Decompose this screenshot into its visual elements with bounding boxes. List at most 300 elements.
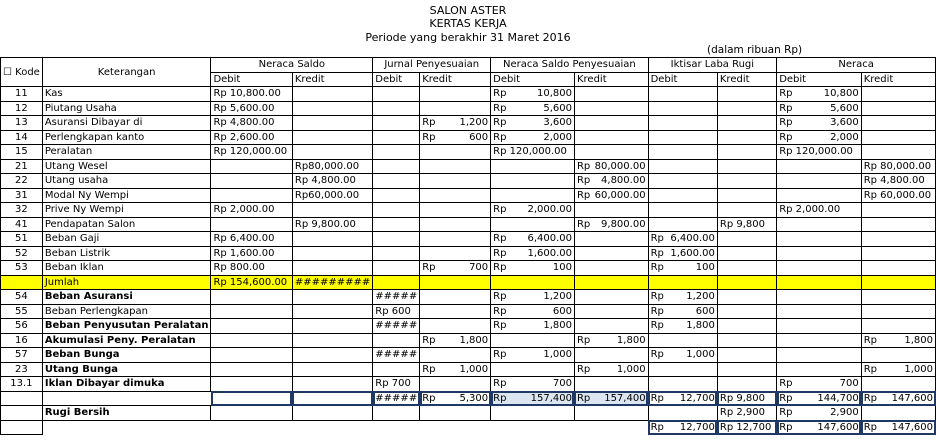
cell-keterangan[interactable]: Beban Asuransi (42, 290, 211, 305)
cell-kode[interactable]: 41 (1, 217, 43, 232)
cell-value[interactable] (292, 420, 372, 435)
cell-value[interactable] (574, 304, 648, 319)
cell-kode[interactable]: 13.1 (1, 377, 43, 392)
cell-value[interactable]: Rp 2,900 (777, 406, 862, 421)
cell-value[interactable] (292, 377, 372, 392)
cell-value[interactable] (777, 348, 862, 363)
cell-keterangan[interactable]: Perlengkapan kanto (42, 130, 211, 145)
cell-value[interactable]: Rp 6,400.00 (211, 232, 292, 247)
cell-value[interactable] (574, 246, 648, 261)
cell-value[interactable] (717, 87, 776, 102)
cell-value[interactable] (717, 377, 776, 392)
cell-value[interactable]: Rp 157,400 (491, 391, 575, 406)
cell-keterangan[interactable]: Utang Wesel (42, 159, 211, 174)
group-header[interactable]: Iktisar Laba Rugi (648, 58, 777, 73)
cell-value[interactable]: Rp 600 (491, 304, 575, 319)
cell-value[interactable] (292, 290, 372, 305)
cell-value[interactable] (777, 304, 862, 319)
cell-value[interactable]: Rp 1,800 (491, 319, 575, 334)
cell-value[interactable] (211, 188, 292, 203)
cell-value[interactable]: Rp 600 (373, 304, 420, 319)
cell-value[interactable] (420, 87, 491, 102)
cell-value[interactable] (648, 217, 717, 232)
cell-keterangan[interactable]: Utang Bunga (42, 362, 211, 377)
cell-value[interactable] (777, 188, 862, 203)
cell-keterangan[interactable]: Modal Ny Wempi (42, 188, 211, 203)
cell-value[interactable] (373, 261, 420, 276)
cell-kode[interactable]: 12 (1, 101, 43, 116)
cell-value[interactable] (491, 333, 575, 348)
cell-keterangan[interactable]: Prive Ny Wempi (42, 203, 211, 218)
cell-kode[interactable] (1, 420, 43, 435)
cell-value[interactable]: Rp 4,800.00 (292, 174, 372, 189)
group-header[interactable]: Jurnal Penyesuaian (373, 58, 491, 73)
col-header-kredit[interactable]: Kredit (717, 72, 776, 87)
col-header-debit[interactable]: Debit (491, 72, 575, 87)
cell-value[interactable] (717, 174, 776, 189)
cell-value[interactable] (211, 319, 292, 334)
cell-value[interactable] (574, 203, 648, 218)
cell-value[interactable] (420, 174, 491, 189)
cell-value[interactable] (211, 290, 292, 305)
col-header-debit[interactable]: Debit (777, 72, 862, 87)
cell-value[interactable] (648, 406, 717, 421)
cell-value[interactable]: Rp60,000.00 (292, 188, 372, 203)
cell-value[interactable] (292, 145, 372, 160)
cell-value[interactable] (648, 130, 717, 145)
cell-value[interactable] (648, 101, 717, 116)
cell-value[interactable]: Rp 2,000 (491, 130, 575, 145)
cell-value[interactable] (420, 217, 491, 232)
cell-value[interactable] (211, 348, 292, 363)
cell-value[interactable] (373, 159, 420, 174)
cell-value[interactable] (373, 188, 420, 203)
cell-value[interactable] (574, 275, 648, 290)
cell-value[interactable] (574, 87, 648, 102)
cell-value[interactable] (292, 232, 372, 247)
cell-value[interactable] (420, 406, 491, 421)
cell-value[interactable] (420, 275, 491, 290)
cell-value[interactable] (717, 304, 776, 319)
cell-value[interactable]: Rp 157,400 (574, 391, 648, 406)
cell-value[interactable]: Rp 1,800 (574, 333, 648, 348)
cell-value[interactable] (861, 275, 935, 290)
cell-value[interactable] (292, 87, 372, 102)
cell-value[interactable] (420, 377, 491, 392)
cell-value[interactable] (292, 348, 372, 363)
cell-value[interactable] (420, 188, 491, 203)
cell-kode[interactable]: 53 (1, 261, 43, 276)
cell-value[interactable]: Rp 1,200 (648, 290, 717, 305)
cell-keterangan[interactable]: Kas (42, 87, 211, 102)
cell-value[interactable] (373, 333, 420, 348)
cell-value[interactable]: Rp 3,600 (777, 116, 862, 131)
cell-value[interactable] (777, 217, 862, 232)
cell-value[interactable] (574, 420, 648, 435)
cell-value[interactable] (292, 261, 372, 276)
cell-value[interactable]: Rp 5,600 (777, 101, 862, 116)
cell-value[interactable] (717, 145, 776, 160)
cell-value[interactable] (861, 130, 935, 145)
cell-value[interactable] (373, 420, 420, 435)
cell-value[interactable]: Rp80,000.00 (292, 159, 372, 174)
cell-value[interactable] (861, 145, 935, 160)
cell-kode[interactable]: 56 (1, 319, 43, 334)
cell-keterangan[interactable]: Beban Listrik (42, 246, 211, 261)
cell-kode[interactable]: 16 (1, 333, 43, 348)
cell-value[interactable]: Rp 147,600 (861, 391, 935, 406)
cell-value[interactable] (861, 246, 935, 261)
cell-value[interactable] (420, 290, 491, 305)
cell-value[interactable] (491, 406, 575, 421)
cell-keterangan[interactable]: Beban Penyusutan Peralatan (42, 319, 211, 334)
cell-kode[interactable] (1, 275, 43, 290)
cell-value[interactable] (648, 362, 717, 377)
cell-value[interactable]: Rp 12,700 (648, 420, 717, 435)
cell-value[interactable] (292, 116, 372, 131)
cell-value[interactable]: Rp 1,600.00 (648, 246, 717, 261)
cell-keterangan[interactable]: Beban Gaji (42, 232, 211, 247)
cell-value[interactable]: Rp 700 (777, 377, 862, 392)
cell-value[interactable] (777, 174, 862, 189)
cell-value[interactable] (211, 159, 292, 174)
cell-value[interactable]: Rp 10,800 (777, 87, 862, 102)
cell-keterangan[interactable]: Pendapatan Salon (42, 217, 211, 232)
cell-value[interactable]: ##### (373, 391, 420, 406)
cell-value[interactable] (292, 319, 372, 334)
cell-value[interactable] (292, 391, 372, 406)
cell-value[interactable]: Rp 1,800 (648, 319, 717, 334)
cell-value[interactable] (211, 406, 292, 421)
cell-kode[interactable] (1, 391, 43, 406)
cell-value[interactable] (420, 159, 491, 174)
cell-keterangan[interactable]: Utang usaha (42, 174, 211, 189)
cell-value[interactable]: ##### (373, 348, 420, 363)
cell-value[interactable] (717, 246, 776, 261)
col-header-kredit[interactable]: Kredit (574, 72, 648, 87)
cell-value[interactable] (648, 145, 717, 160)
cell-value[interactable] (420, 420, 491, 435)
cell-keterangan[interactable] (42, 391, 211, 406)
cell-value[interactable]: Rp 60,000.00 (574, 188, 648, 203)
cell-value[interactable] (373, 87, 420, 102)
cell-value[interactable] (648, 116, 717, 131)
cell-value[interactable] (574, 348, 648, 363)
cell-kode[interactable] (1, 406, 43, 421)
cell-value[interactable] (717, 362, 776, 377)
cell-value[interactable] (861, 406, 935, 421)
cell-value[interactable] (420, 246, 491, 261)
cell-kode[interactable]: 23 (1, 362, 43, 377)
cell-value[interactable] (373, 232, 420, 247)
cell-value[interactable]: Rp 1,200 (491, 290, 575, 305)
cell-value[interactable] (292, 203, 372, 218)
cell-value[interactable] (861, 116, 935, 131)
cell-kode[interactable]: 55 (1, 304, 43, 319)
cell-value[interactable]: Rp 60,000.00 (861, 188, 935, 203)
cell-kode[interactable]: 32 (1, 203, 43, 218)
cell-value[interactable] (777, 362, 862, 377)
cell-value[interactable] (717, 275, 776, 290)
cell-value[interactable]: Rp 700 (373, 377, 420, 392)
cell-value[interactable] (373, 116, 420, 131)
cell-value[interactable] (777, 159, 862, 174)
cell-value[interactable]: Rp 800.00 (211, 261, 292, 276)
cell-value[interactable] (211, 217, 292, 232)
cell-value[interactable] (211, 362, 292, 377)
col-header-kode[interactable]: ☐ Kode (1, 58, 43, 87)
cell-value[interactable] (717, 333, 776, 348)
col-header-debit[interactable]: Debit (373, 72, 420, 87)
cell-value[interactable]: Rp 1,200 (420, 116, 491, 131)
cell-value[interactable]: Rp 2,000.00 (211, 203, 292, 218)
cell-kode[interactable]: 31 (1, 188, 43, 203)
cell-value[interactable] (777, 232, 862, 247)
cell-kode[interactable]: 21 (1, 159, 43, 174)
cell-value[interactable] (861, 290, 935, 305)
cell-value[interactable]: Rp 120,000.00 (491, 145, 575, 160)
cell-value[interactable] (574, 406, 648, 421)
cell-value[interactable]: Rp 120,000.00 (211, 145, 292, 160)
cell-value[interactable]: Rp 4,800.00 (574, 174, 648, 189)
col-header-debit[interactable]: Debit (648, 72, 717, 87)
cell-value[interactable]: Rp 80,000.00 (861, 159, 935, 174)
cell-value[interactable] (292, 246, 372, 261)
cell-value[interactable]: Rp 6,400.00 (648, 232, 717, 247)
cell-value[interactable]: Rp 5,300 (420, 391, 491, 406)
cell-value[interactable] (717, 101, 776, 116)
cell-keterangan[interactable]: Peralatan (42, 145, 211, 160)
cell-value[interactable] (574, 101, 648, 116)
cell-value[interactable] (574, 130, 648, 145)
cell-value[interactable] (648, 174, 717, 189)
cell-value[interactable]: Rp 9,800 (717, 217, 776, 232)
cell-value[interactable] (211, 333, 292, 348)
cell-keterangan[interactable]: Akumulasi Peny. Peralatan (42, 333, 211, 348)
cell-value[interactable]: Rp 120,000.00 (777, 145, 862, 160)
group-header[interactable]: Neraca Saldo (211, 58, 373, 73)
cell-kode[interactable]: 57 (1, 348, 43, 363)
col-header-kredit[interactable]: Kredit (861, 72, 935, 87)
cell-value[interactable] (777, 261, 862, 276)
cell-value[interactable] (717, 290, 776, 305)
cell-value[interactable] (373, 406, 420, 421)
cell-value[interactable] (420, 348, 491, 363)
cell-value[interactable]: Rp 5,600.00 (211, 101, 292, 116)
cell-value[interactable] (491, 420, 575, 435)
cell-value[interactable]: Rp 10,800 (491, 87, 575, 102)
cell-value[interactable]: Rp 1,800 (861, 333, 935, 348)
cell-value[interactable] (717, 188, 776, 203)
cell-value[interactable] (292, 406, 372, 421)
col-header-kredit[interactable]: Kredit (420, 72, 491, 87)
cell-value[interactable] (717, 348, 776, 363)
cell-value[interactable] (491, 159, 575, 174)
cell-keterangan[interactable]: Beban Bunga (42, 348, 211, 363)
cell-value[interactable] (574, 377, 648, 392)
cell-value[interactable] (420, 319, 491, 334)
cell-value[interactable]: Rp 154,600.00 (211, 275, 292, 290)
cell-value[interactable]: ##### (373, 319, 420, 334)
cell-keterangan[interactable]: Jumlah (42, 275, 211, 290)
cell-value[interactable] (717, 261, 776, 276)
cell-value[interactable]: Rp 1,600.00 (211, 246, 292, 261)
cell-value[interactable] (861, 101, 935, 116)
col-header-keterangan[interactable]: Keterangan (42, 58, 211, 87)
cell-keterangan[interactable]: Iklan Dibayar dimuka (42, 377, 211, 392)
cell-value[interactable] (648, 333, 717, 348)
cell-value[interactable]: Rp 2,000.00 (777, 203, 862, 218)
cell-value[interactable] (491, 188, 575, 203)
col-header-kredit[interactable]: Kredit (292, 72, 372, 87)
cell-value[interactable] (574, 290, 648, 305)
cell-value[interactable] (211, 420, 292, 435)
cell-kode[interactable]: 15 (1, 145, 43, 160)
cell-value[interactable] (861, 87, 935, 102)
cell-value[interactable] (373, 217, 420, 232)
cell-value[interactable]: Rp 6,400.00 (491, 232, 575, 247)
cell-value[interactable] (292, 130, 372, 145)
cell-value[interactable]: Rp 4,800.00 (861, 174, 935, 189)
cell-value[interactable]: Rp 10,800.00 (211, 87, 292, 102)
cell-value[interactable] (491, 217, 575, 232)
cell-kode[interactable]: 54 (1, 290, 43, 305)
cell-kode[interactable]: 22 (1, 174, 43, 189)
cell-value[interactable] (211, 391, 292, 406)
cell-value[interactable]: ##### (373, 290, 420, 305)
cell-value[interactable]: Rp 9,800 (717, 391, 776, 406)
cell-value[interactable] (717, 319, 776, 334)
cell-value[interactable] (861, 232, 935, 247)
cell-value[interactable] (574, 116, 648, 131)
cell-value[interactable] (777, 290, 862, 305)
cell-value[interactable]: Rp 12,700 (648, 391, 717, 406)
cell-value[interactable] (861, 261, 935, 276)
cell-keterangan[interactable]: Asuransi Dibayar di (42, 116, 211, 131)
cell-value[interactable]: Rp 1,800 (420, 333, 491, 348)
cell-value[interactable]: ######### (292, 275, 372, 290)
cell-kode[interactable]: 13 (1, 116, 43, 131)
cell-value[interactable] (373, 362, 420, 377)
cell-value[interactable]: Rp 9,800.00 (574, 217, 648, 232)
cell-value[interactable] (211, 377, 292, 392)
cell-value[interactable]: Rp 5,600 (491, 101, 575, 116)
cell-keterangan[interactable]: Beban Iklan (42, 261, 211, 276)
cell-value[interactable] (491, 174, 575, 189)
cell-value[interactable]: Rp 2,000.00 (491, 203, 575, 218)
group-header[interactable]: Neraca Saldo Penyesuaian (491, 58, 648, 73)
cell-value[interactable] (861, 217, 935, 232)
cell-value[interactable] (717, 130, 776, 145)
cell-value[interactable]: Rp 2,600.00 (211, 130, 292, 145)
cell-value[interactable]: Rp 3,600 (491, 116, 575, 131)
cell-kode[interactable]: 52 (1, 246, 43, 261)
cell-value[interactable]: Rp 1,000 (491, 348, 575, 363)
cell-value[interactable]: Rp 1,000 (861, 362, 935, 377)
cell-value[interactable] (777, 319, 862, 334)
cell-value[interactable] (373, 174, 420, 189)
cell-value[interactable] (648, 188, 717, 203)
cell-value[interactable]: Rp 1,000 (648, 348, 717, 363)
cell-value[interactable]: Rp 2,000 (777, 130, 862, 145)
cell-value[interactable]: Rp 80,000.00 (574, 159, 648, 174)
cell-value[interactable] (373, 101, 420, 116)
cell-value[interactable]: Rp 1,600.00 (491, 246, 575, 261)
cell-value[interactable] (420, 304, 491, 319)
cell-value[interactable] (420, 101, 491, 116)
cell-keterangan[interactable] (42, 420, 211, 435)
cell-value[interactable] (373, 203, 420, 218)
cell-value[interactable] (292, 333, 372, 348)
cell-value[interactable] (574, 319, 648, 334)
cell-value[interactable] (861, 348, 935, 363)
cell-value[interactable] (648, 87, 717, 102)
cell-value[interactable] (648, 377, 717, 392)
cell-value[interactable] (861, 377, 935, 392)
cell-value[interactable]: Rp 9,800.00 (292, 217, 372, 232)
cell-value[interactable] (777, 275, 862, 290)
cell-value[interactable] (373, 130, 420, 145)
cell-value[interactable]: Rp 12,700 (717, 420, 776, 435)
cell-value[interactable] (292, 304, 372, 319)
cell-value[interactable] (491, 275, 575, 290)
cell-value[interactable] (292, 101, 372, 116)
cell-value[interactable] (717, 159, 776, 174)
cell-value[interactable] (574, 261, 648, 276)
cell-value[interactable]: Rp 600 (420, 130, 491, 145)
cell-value[interactable] (861, 203, 935, 218)
cell-value[interactable]: Rp 4,800.00 (211, 116, 292, 131)
cell-value[interactable] (292, 362, 372, 377)
cell-value[interactable]: Rp 1,000 (574, 362, 648, 377)
cell-value[interactable] (861, 319, 935, 334)
cell-kode[interactable]: 11 (1, 87, 43, 102)
cell-value[interactable] (777, 333, 862, 348)
group-header[interactable]: Neraca (777, 58, 936, 73)
cell-value[interactable] (491, 362, 575, 377)
cell-value[interactable] (373, 275, 420, 290)
cell-value[interactable]: Rp 100 (491, 261, 575, 276)
cell-value[interactable] (717, 203, 776, 218)
cell-value[interactable] (420, 203, 491, 218)
cell-value[interactable]: Rp 2,900 (717, 406, 776, 421)
cell-value[interactable]: Rp 100 (648, 261, 717, 276)
cell-value[interactable]: Rp 1,000 (420, 362, 491, 377)
cell-keterangan[interactable]: Piutang Usaha (42, 101, 211, 116)
cell-value[interactable]: Rp 700 (420, 261, 491, 276)
cell-value[interactable] (211, 304, 292, 319)
cell-value[interactable] (717, 232, 776, 247)
cell-value[interactable] (574, 232, 648, 247)
cell-value[interactable] (777, 246, 862, 261)
cell-value[interactable] (211, 174, 292, 189)
cell-value[interactable] (574, 145, 648, 160)
cell-keterangan[interactable]: Rugi Bersih (42, 406, 211, 421)
cell-value[interactable] (648, 159, 717, 174)
cell-value[interactable] (373, 145, 420, 160)
cell-value[interactable] (648, 203, 717, 218)
cell-kode[interactable]: 51 (1, 232, 43, 247)
cell-value[interactable] (373, 246, 420, 261)
cell-value[interactable] (420, 232, 491, 247)
cell-value[interactable]: Rp 147,600 (777, 420, 862, 435)
cell-value[interactable]: Rp 147,600 (861, 420, 935, 435)
cell-kode[interactable]: 14 (1, 130, 43, 145)
cell-keterangan[interactable]: Beban Perlengkapan (42, 304, 211, 319)
cell-value[interactable] (861, 304, 935, 319)
cell-value[interactable] (717, 116, 776, 131)
cell-value[interactable]: Rp 144,700 (777, 391, 862, 406)
